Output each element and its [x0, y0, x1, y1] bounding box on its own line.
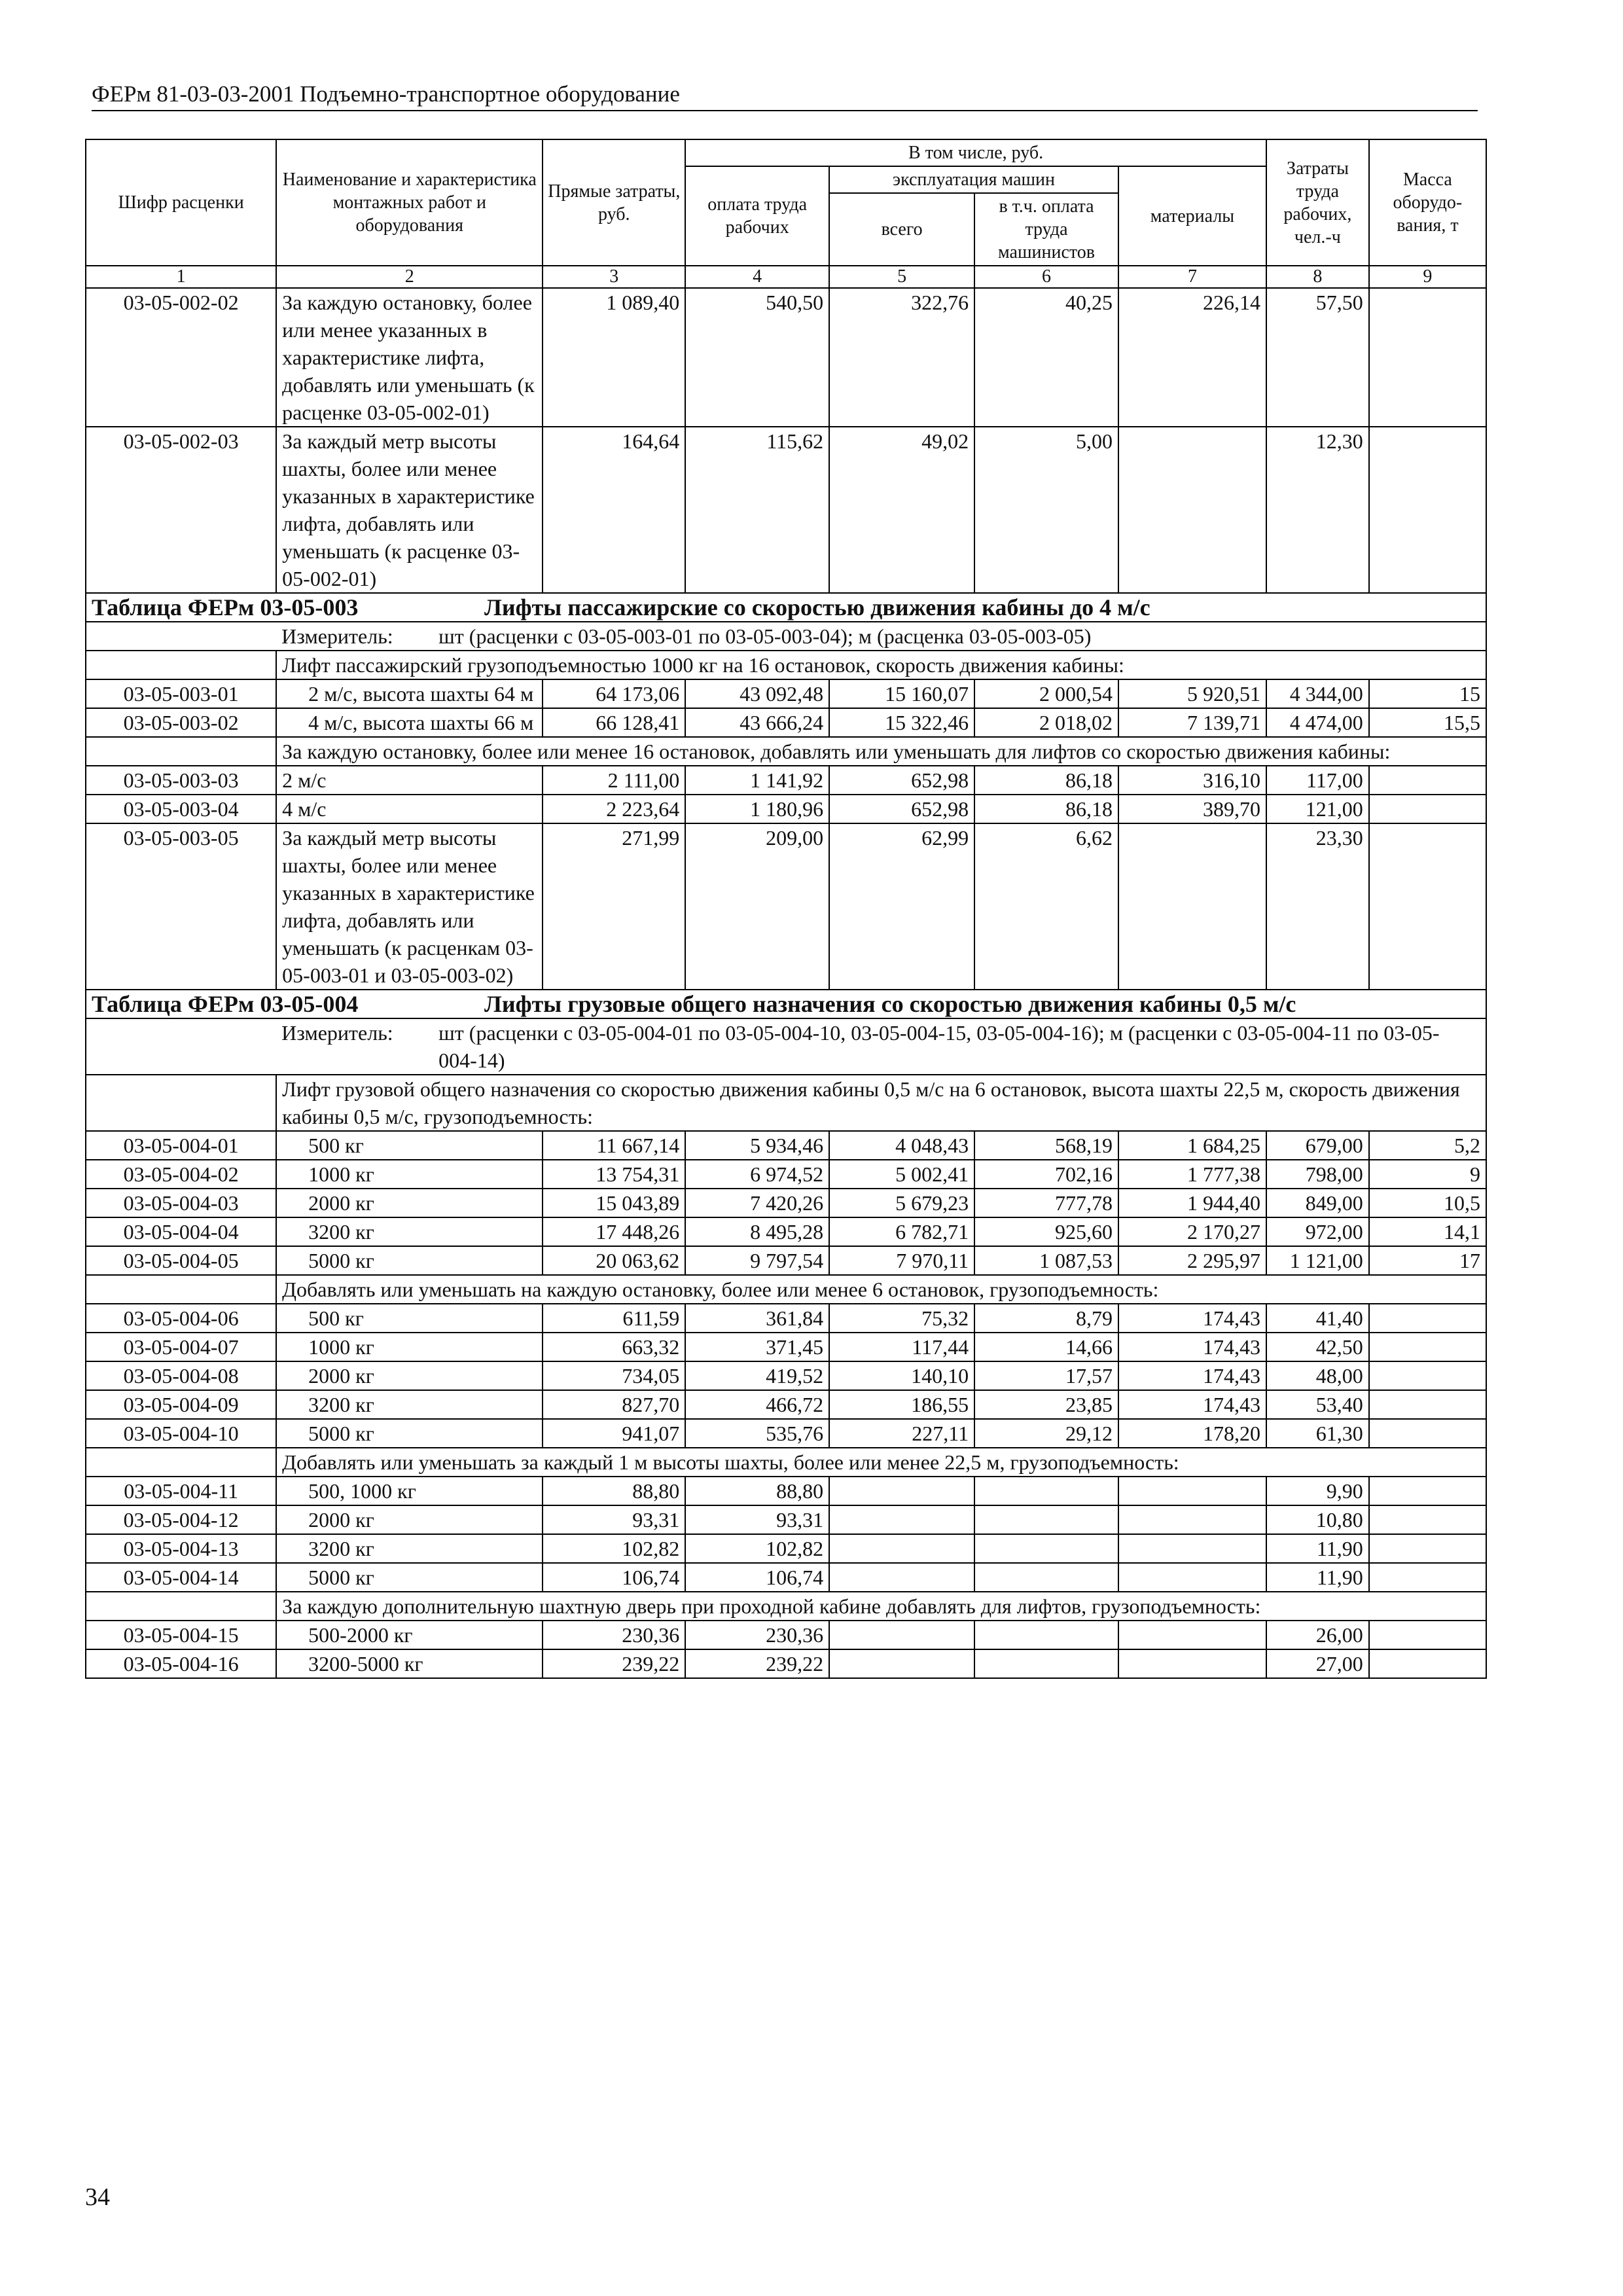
col-number: 7 — [1118, 266, 1266, 288]
subsection-row — [86, 1075, 1486, 1131]
work-name-cell: 3200 кг — [276, 1534, 543, 1563]
direct-costs-cell: 827,70 — [543, 1390, 685, 1419]
materials-cell: 316,10 — [1118, 766, 1266, 795]
labor-hours-cell: 23,30 — [1266, 823, 1369, 990]
table-row — [86, 1304, 1486, 1333]
workers-wages-cell: 1 180,96 — [685, 795, 829, 823]
table-row — [86, 1333, 1486, 1361]
direct-costs-cell: 164,64 — [543, 427, 685, 593]
col-header-labor: Затраты труда рабочих, чел.-ч — [1266, 139, 1369, 266]
col-number: 6 — [974, 266, 1118, 288]
table-title — [86, 990, 1486, 1018]
table-row — [86, 1534, 1486, 1563]
labor-hours-cell: 27,00 — [1266, 1649, 1369, 1678]
rate-code-cell: 03-05-002-02 — [86, 288, 276, 427]
rate-code-cell: 03-05-004-05 — [86, 1246, 276, 1275]
column-numbers-row — [86, 266, 1486, 288]
workers-wages-cell: 106,74 — [685, 1563, 829, 1592]
machines-total-cell: 140,10 — [829, 1361, 974, 1390]
work-name-cell: 500 кг — [276, 1304, 543, 1333]
rate-code-cell: 03-05-004-09 — [86, 1390, 276, 1419]
machinists-wages-cell: 40,25 — [974, 288, 1118, 427]
machinists-wages-cell — [974, 1621, 1118, 1649]
workers-wages-cell: 9 797,54 — [685, 1246, 829, 1275]
subsection-row — [86, 1448, 1486, 1477]
materials-cell: 2 295,97 — [1118, 1246, 1266, 1275]
labor-hours-cell: 117,00 — [1266, 766, 1369, 795]
col-header-machines: эксплуатация машин — [829, 166, 1118, 193]
table-row — [86, 427, 1486, 593]
table-row — [86, 708, 1486, 737]
machines-total-cell — [829, 1621, 974, 1649]
header-row-1 — [86, 139, 1486, 166]
col-header-machines-total: всего — [829, 193, 974, 266]
rate-code-cell: 03-05-002-03 — [86, 427, 276, 593]
machines-total-cell — [829, 1563, 974, 1592]
direct-costs-cell: 1 089,40 — [543, 288, 685, 427]
workers-wages-cell: 466,72 — [685, 1390, 829, 1419]
machines-total-cell: 227,11 — [829, 1419, 974, 1448]
rate-code-cell: 03-05-003-01 — [86, 679, 276, 708]
machinists-wages-cell: 925,60 — [974, 1217, 1118, 1246]
work-name-cell: 5000 кг — [276, 1419, 543, 1448]
table-row — [86, 1649, 1486, 1678]
work-name-cell: 2000 кг — [276, 1189, 543, 1217]
work-name-cell: 3200 кг — [276, 1217, 543, 1246]
equipment-mass-cell — [1369, 766, 1486, 795]
machines-total-cell: 652,98 — [829, 795, 974, 823]
machinists-wages-cell: 2 018,02 — [974, 708, 1118, 737]
direct-costs-cell: 106,74 — [543, 1563, 685, 1592]
measurement-label: Измеритель: — [281, 624, 393, 648]
equipment-mass-cell — [1369, 427, 1486, 593]
labor-hours-cell: 1 121,00 — [1266, 1246, 1369, 1275]
labor-hours-cell: 53,40 — [1266, 1390, 1369, 1419]
direct-costs-cell: 734,05 — [543, 1361, 685, 1390]
workers-wages-cell: 115,62 — [685, 427, 829, 593]
direct-costs-cell: 93,31 — [543, 1505, 685, 1534]
work-name-cell: 3200 кг — [276, 1390, 543, 1419]
labor-hours-cell: 849,00 — [1266, 1189, 1369, 1217]
work-name-cell: 2000 кг — [276, 1361, 543, 1390]
col-header-name: Наименование и характеристика монтажных работ и оборудования — [276, 139, 543, 266]
subsection-caption: Добавлять или уменьшать за каждый 1 м высоты шахты, более или менее 22,5 м, грузоподъемность: — [276, 1448, 1486, 1477]
table-name: Лифты пассажирские со скоростью движения кабины до 4 м/с — [484, 594, 1150, 620]
equipment-mass-cell — [1369, 1477, 1486, 1505]
machinists-wages-cell — [974, 1505, 1118, 1534]
machinists-wages-cell: 6,62 — [974, 823, 1118, 990]
labor-hours-cell: 11,90 — [1266, 1563, 1369, 1592]
work-name-cell: 2 м/с — [276, 766, 543, 795]
workers-wages-cell: 88,80 — [685, 1477, 829, 1505]
materials-cell — [1118, 823, 1266, 990]
rate-code-cell: 03-05-004-15 — [86, 1621, 276, 1649]
machinists-wages-cell: 8,79 — [974, 1304, 1118, 1333]
machinists-wages-cell: 5,00 — [974, 427, 1118, 593]
table-row — [86, 1246, 1486, 1275]
measurement-label: Измеритель: — [281, 1021, 393, 1045]
labor-hours-cell: 12,30 — [1266, 427, 1369, 593]
rate-code-cell: 03-05-004-16 — [86, 1649, 276, 1678]
rate-code-cell: 03-05-003-04 — [86, 795, 276, 823]
equipment-mass-cell — [1369, 1419, 1486, 1448]
work-name-cell: 5000 кг — [276, 1563, 543, 1592]
equipment-mass-cell — [1369, 1505, 1486, 1534]
direct-costs-cell: 102,82 — [543, 1534, 685, 1563]
workers-wages-cell: 540,50 — [685, 288, 829, 427]
equipment-mass-cell — [1369, 1304, 1486, 1333]
work-name-cell: 500 кг — [276, 1131, 543, 1160]
col-number: 5 — [829, 266, 974, 288]
machinists-wages-cell — [974, 1649, 1118, 1678]
work-name-cell: За каждую остановку, более или менее указанных в характеристике лифта, добавлять или уменьшать (к расценке 03-05-002-01) — [276, 288, 543, 427]
workers-wages-cell: 535,76 — [685, 1419, 829, 1448]
rate-code-cell: 03-05-004-14 — [86, 1563, 276, 1592]
machinists-wages-cell: 17,57 — [974, 1361, 1118, 1390]
materials-cell — [1118, 427, 1266, 593]
machines-total-cell: 652,98 — [829, 766, 974, 795]
materials-cell: 2 170,27 — [1118, 1217, 1266, 1246]
materials-cell: 1 944,40 — [1118, 1189, 1266, 1217]
work-name-cell: 2 м/с, высота шахты 64 м — [276, 679, 543, 708]
direct-costs-cell: 271,99 — [543, 823, 685, 990]
table-row — [86, 766, 1486, 795]
direct-costs-cell: 230,36 — [543, 1621, 685, 1649]
work-name-cell: 1000 кг — [276, 1160, 543, 1189]
table-title — [86, 593, 1486, 622]
labor-hours-cell: 10,80 — [1266, 1505, 1369, 1534]
col-header-mass: Масса оборудо-вания, т — [1369, 139, 1486, 266]
table-title-row — [86, 990, 1486, 1018]
labor-hours-cell: 26,00 — [1266, 1621, 1369, 1649]
machinists-wages-cell: 23,85 — [974, 1390, 1118, 1419]
direct-costs-cell: 2 111,00 — [543, 766, 685, 795]
empty-cell — [86, 1275, 276, 1304]
materials-cell: 1 777,38 — [1118, 1160, 1266, 1189]
materials-cell: 174,43 — [1118, 1304, 1266, 1333]
machinists-wages-cell: 86,18 — [974, 795, 1118, 823]
rate-code-cell: 03-05-004-11 — [86, 1477, 276, 1505]
measurement-row — [86, 1018, 1486, 1075]
empty-cell — [86, 1018, 276, 1075]
direct-costs-cell: 20 063,62 — [543, 1246, 685, 1275]
workers-wages-cell: 43 666,24 — [685, 708, 829, 737]
workers-wages-cell: 371,45 — [685, 1333, 829, 1361]
labor-hours-cell: 798,00 — [1266, 1160, 1369, 1189]
machines-total-cell — [829, 1505, 974, 1534]
labor-hours-cell: 41,40 — [1266, 1304, 1369, 1333]
machines-total-cell: 15 160,07 — [829, 679, 974, 708]
labor-hours-cell: 121,00 — [1266, 795, 1369, 823]
table-row — [86, 1477, 1486, 1505]
measurement-unit — [276, 622, 1486, 651]
col-header-including: В том числе, руб. — [685, 139, 1266, 166]
work-name-cell: 3200-5000 кг — [276, 1649, 543, 1678]
machines-total-cell: 49,02 — [829, 427, 974, 593]
subsection-caption: За каждую дополнительную шахтную дверь при проходной кабине добавлять для лифтов, грузоподъемность: — [276, 1592, 1486, 1621]
empty-cell — [86, 651, 276, 679]
work-name-cell: 2000 кг — [276, 1505, 543, 1534]
empty-cell — [86, 622, 276, 651]
machines-total-cell: 6 782,71 — [829, 1217, 974, 1246]
equipment-mass-cell — [1369, 1621, 1486, 1649]
subsection-caption: Добавлять или уменьшать на каждую остановку, более или менее 6 остановок, грузоподъемность: — [276, 1275, 1486, 1304]
rate-code-cell: 03-05-004-01 — [86, 1131, 276, 1160]
equipment-mass-cell: 10,5 — [1369, 1189, 1486, 1217]
measurement-row — [86, 622, 1486, 651]
direct-costs-cell: 17 448,26 — [543, 1217, 685, 1246]
work-name-cell: 4 м/с — [276, 795, 543, 823]
col-number: 9 — [1369, 266, 1486, 288]
equipment-mass-cell — [1369, 1333, 1486, 1361]
materials-cell: 174,43 — [1118, 1361, 1266, 1390]
machines-total-cell — [829, 1477, 974, 1505]
empty-cell — [86, 1448, 276, 1477]
machinists-wages-cell: 14,66 — [974, 1333, 1118, 1361]
equipment-mass-cell: 15 — [1369, 679, 1486, 708]
empty-cell — [86, 1592, 276, 1621]
equipment-mass-cell: 15,5 — [1369, 708, 1486, 737]
table-row — [86, 1390, 1486, 1419]
rate-code-cell: 03-05-004-04 — [86, 1217, 276, 1246]
work-name-cell: 1000 кг — [276, 1333, 543, 1361]
document-header: ФЕРм 81-03-03-2001 Подъемно-транспортное оборудование — [92, 79, 1478, 111]
rate-code-cell: 03-05-004-03 — [86, 1189, 276, 1217]
direct-costs-cell: 15 043,89 — [543, 1189, 685, 1217]
machines-total-cell: 5 679,23 — [829, 1189, 974, 1217]
workers-wages-cell: 361,84 — [685, 1304, 829, 1333]
work-name-cell: За каждый метр высоты шахты, более или менее указанных в характеристике лифта, добавлять или уменьшать (к расценкам 03-05-003-01 и 03-05-003-02) — [276, 823, 543, 990]
machinists-wages-cell: 2 000,54 — [974, 679, 1118, 708]
labor-hours-cell: 11,90 — [1266, 1534, 1369, 1563]
equipment-mass-cell: 17 — [1369, 1246, 1486, 1275]
equipment-mass-cell — [1369, 1649, 1486, 1678]
labor-hours-cell: 57,50 — [1266, 288, 1369, 427]
subsection-caption: Лифт грузовой общего назначения со скоростью движения кабины 0,5 м/с на 6 остановок, высота шахты 22,5 м, скорость движения кабины 0,5 м/с, грузоподъемность: — [276, 1075, 1486, 1131]
machinists-wages-cell — [974, 1563, 1118, 1592]
labor-hours-cell: 48,00 — [1266, 1361, 1369, 1390]
subsection-row — [86, 1275, 1486, 1304]
equipment-mass-cell — [1369, 1390, 1486, 1419]
labor-hours-cell: 9,90 — [1266, 1477, 1369, 1505]
table-row — [86, 288, 1486, 427]
rate-code-cell: 03-05-003-05 — [86, 823, 276, 990]
rate-code-cell: 03-05-004-10 — [86, 1419, 276, 1448]
equipment-mass-cell — [1369, 1563, 1486, 1592]
labor-hours-cell: 4 474,00 — [1266, 708, 1369, 737]
table-row — [86, 1563, 1486, 1592]
col-header-materials: материалы — [1118, 166, 1266, 266]
materials-cell: 174,43 — [1118, 1333, 1266, 1361]
col-number: 8 — [1266, 266, 1369, 288]
workers-wages-cell: 93,31 — [685, 1505, 829, 1534]
workers-wages-cell: 8 495,28 — [685, 1217, 829, 1246]
empty-cell — [86, 737, 276, 766]
direct-costs-cell: 64 173,06 — [543, 679, 685, 708]
direct-costs-cell: 88,80 — [543, 1477, 685, 1505]
workers-wages-cell: 419,52 — [685, 1361, 829, 1390]
subsection-row — [86, 737, 1486, 766]
subsection-caption: За каждую остановку, более или менее 16 остановок, добавлять или уменьшать для лифтов со скоростью движения кабины: — [276, 737, 1486, 766]
materials-cell: 178,20 — [1118, 1419, 1266, 1448]
machinists-wages-cell: 86,18 — [974, 766, 1118, 795]
table-row — [86, 1189, 1486, 1217]
machinists-wages-cell: 29,12 — [974, 1419, 1118, 1448]
materials-cell: 5 920,51 — [1118, 679, 1266, 708]
machines-total-cell: 62,99 — [829, 823, 974, 990]
direct-costs-cell: 611,59 — [543, 1304, 685, 1333]
direct-costs-cell: 11 667,14 — [543, 1131, 685, 1160]
materials-cell: 226,14 — [1118, 288, 1266, 427]
machines-total-cell: 186,55 — [829, 1390, 974, 1419]
direct-costs-cell: 941,07 — [543, 1419, 685, 1448]
workers-wages-cell: 6 974,52 — [685, 1160, 829, 1189]
measurement-unit — [276, 1018, 1486, 1075]
subsection-row — [86, 1592, 1486, 1621]
table-row — [86, 823, 1486, 990]
materials-cell: 7 139,71 — [1118, 708, 1266, 737]
machinists-wages-cell: 568,19 — [974, 1131, 1118, 1160]
workers-wages-cell: 102,82 — [685, 1534, 829, 1563]
col-number: 2 — [276, 266, 543, 288]
workers-wages-cell: 5 934,46 — [685, 1131, 829, 1160]
workers-wages-cell: 43 092,48 — [685, 679, 829, 708]
machines-total-cell: 5 002,41 — [829, 1160, 974, 1189]
rate-code-cell: 03-05-003-02 — [86, 708, 276, 737]
table-row — [86, 1419, 1486, 1448]
table-row — [86, 679, 1486, 708]
labor-hours-cell: 42,50 — [1266, 1333, 1369, 1361]
table-row — [86, 1217, 1486, 1246]
table-row — [86, 1621, 1486, 1649]
work-name-cell: 5000 кг — [276, 1246, 543, 1275]
equipment-mass-cell — [1369, 1361, 1486, 1390]
measurement-text: шт (расценки с 03-05-003-01 по 03-05-003-04); м (расценка 03-05-003-05) — [438, 624, 1092, 648]
equipment-mass-cell: 9 — [1369, 1160, 1486, 1189]
machines-total-cell: 7 970,11 — [829, 1246, 974, 1275]
direct-costs-cell: 239,22 — [543, 1649, 685, 1678]
materials-cell: 389,70 — [1118, 795, 1266, 823]
workers-wages-cell: 209,00 — [685, 823, 829, 990]
workers-wages-cell: 7 420,26 — [685, 1189, 829, 1217]
labor-hours-cell: 61,30 — [1266, 1419, 1369, 1448]
machinists-wages-cell: 1 087,53 — [974, 1246, 1118, 1275]
rate-code-cell: 03-05-004-06 — [86, 1304, 276, 1333]
table-row — [86, 1505, 1486, 1534]
materials-cell — [1118, 1477, 1266, 1505]
measurement-text: шт (расценки с 03-05-004-01 по 03-05-004-10, 03-05-004-15, 03-05-004-16); м (расценки с 03-05-004-11 по 03-05-004-14) — [438, 1021, 1440, 1072]
equipment-mass-cell: 14,1 — [1369, 1217, 1486, 1246]
materials-cell — [1118, 1534, 1266, 1563]
materials-cell — [1118, 1563, 1266, 1592]
work-name-cell: За каждый метр высоты шахты, более или менее указанных в характеристике лифта, добавлять или уменьшать (к расценке 03-05-002-01) — [276, 427, 543, 593]
machinists-wages-cell: 702,16 — [974, 1160, 1118, 1189]
work-name-cell: 4 м/с, высота шахты 66 м — [276, 708, 543, 737]
machines-total-cell: 15 322,46 — [829, 708, 974, 737]
table-name: Лифты грузовые общего назначения со скоростью движения кабины 0,5 м/с — [484, 991, 1296, 1017]
equipment-mass-cell — [1369, 288, 1486, 427]
materials-cell — [1118, 1505, 1266, 1534]
equipment-mass-cell: 5,2 — [1369, 1131, 1486, 1160]
direct-costs-cell: 66 128,41 — [543, 708, 685, 737]
machines-total-cell — [829, 1534, 974, 1563]
rates-table — [85, 139, 1487, 1679]
machines-total-cell: 322,76 — [829, 288, 974, 427]
labor-hours-cell: 4 344,00 — [1266, 679, 1369, 708]
direct-costs-cell: 663,32 — [543, 1333, 685, 1361]
rate-code-cell: 03-05-003-03 — [86, 766, 276, 795]
table-label: Таблица ФЕРм 03-05-004 — [92, 991, 359, 1017]
machines-total-cell — [829, 1649, 974, 1678]
machinists-wages-cell — [974, 1477, 1118, 1505]
machines-total-cell: 4 048,43 — [829, 1131, 974, 1160]
materials-cell: 174,43 — [1118, 1390, 1266, 1419]
col-number: 3 — [543, 266, 685, 288]
table-row — [86, 1160, 1486, 1189]
col-header-direct: Прямые затраты, руб. — [543, 139, 685, 266]
empty-cell — [86, 1075, 276, 1131]
equipment-mass-cell — [1369, 1534, 1486, 1563]
table-label: Таблица ФЕРм 03-05-003 — [92, 594, 359, 620]
col-header-wages: оплата труда рабочих — [685, 166, 829, 266]
col-header-machinists-wages: в т.ч. оплата труда машинистов — [974, 193, 1118, 266]
subsection-caption: Лифт пассажирский грузоподъемностью 1000 кг на 16 остановок, скорость движения кабины: — [276, 651, 1486, 679]
rate-code-cell: 03-05-004-07 — [86, 1333, 276, 1361]
table-row — [86, 795, 1486, 823]
table-row — [86, 1361, 1486, 1390]
rate-code-cell: 03-05-004-02 — [86, 1160, 276, 1189]
work-name-cell: 500, 1000 кг — [276, 1477, 543, 1505]
table-row — [86, 1131, 1486, 1160]
materials-cell — [1118, 1649, 1266, 1678]
rate-code-cell: 03-05-004-12 — [86, 1505, 276, 1534]
page-number: 34 — [85, 2183, 110, 2211]
equipment-mass-cell — [1369, 795, 1486, 823]
direct-costs-cell: 13 754,31 — [543, 1160, 685, 1189]
materials-cell — [1118, 1621, 1266, 1649]
col-header-code: Шифр расценки — [86, 139, 276, 266]
table-title-row — [86, 593, 1486, 622]
workers-wages-cell: 239,22 — [685, 1649, 829, 1678]
equipment-mass-cell — [1369, 823, 1486, 990]
work-name-cell: 500-2000 кг — [276, 1621, 543, 1649]
labor-hours-cell: 972,00 — [1266, 1217, 1369, 1246]
col-number: 1 — [86, 266, 276, 288]
col-number: 4 — [685, 266, 829, 288]
machinists-wages-cell: 777,78 — [974, 1189, 1118, 1217]
workers-wages-cell: 1 141,92 — [685, 766, 829, 795]
machinists-wages-cell — [974, 1534, 1118, 1563]
rate-code-cell: 03-05-004-08 — [86, 1361, 276, 1390]
rate-code-cell: 03-05-004-13 — [86, 1534, 276, 1563]
machines-total-cell: 117,44 — [829, 1333, 974, 1361]
machines-total-cell: 75,32 — [829, 1304, 974, 1333]
workers-wages-cell: 230,36 — [685, 1621, 829, 1649]
materials-cell: 1 684,25 — [1118, 1131, 1266, 1160]
labor-hours-cell: 679,00 — [1266, 1131, 1369, 1160]
subsection-row — [86, 651, 1486, 679]
direct-costs-cell: 2 223,64 — [543, 795, 685, 823]
